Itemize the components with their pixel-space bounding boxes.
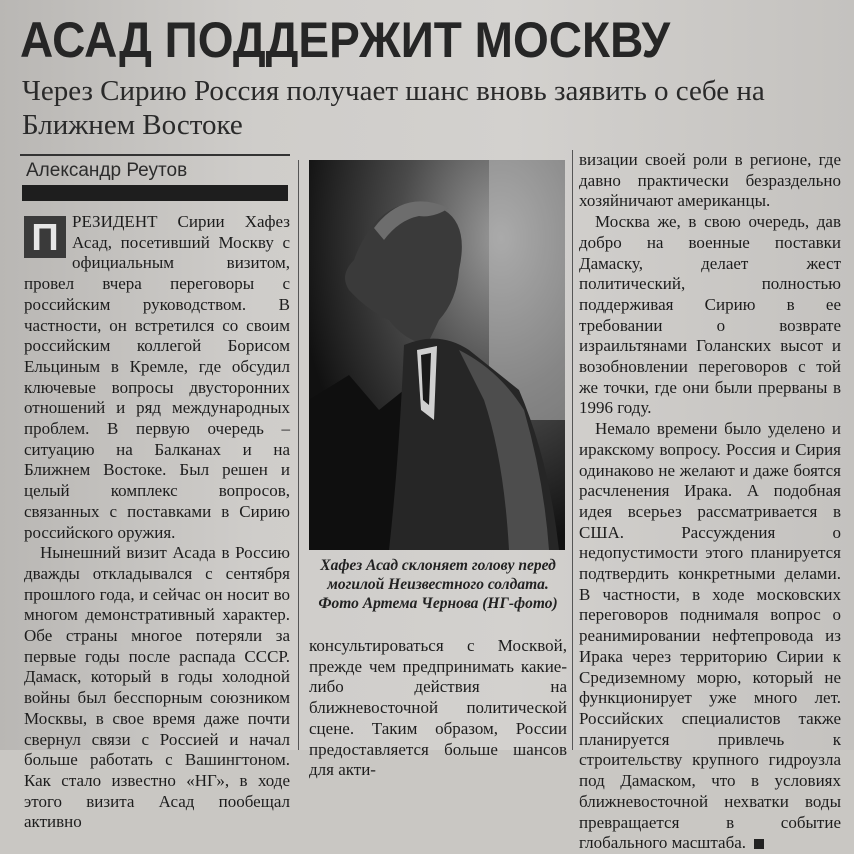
column-divider-1 <box>298 160 299 750</box>
photo-credit: Фото Артема Чернова (НГ-фото) <box>318 595 558 612</box>
photo-caption <box>309 556 567 613</box>
article-paragraph: визации своей роли в регионе, где давно практически безраздельно хозяйничают американцы. <box>579 150 841 211</box>
article-paragraph: РЕЗИДЕНТ Сирии Хафез Асад, посетивший Москву с официальным визитом, провел вчера переговоры с российским руководством. В частности, он встретился со своим российским коллегой Борисом Ельциным в Кремле, где обсудил ключевые вопросы двусторонних отношений и ряд международных проблем. В первую очередь – ситуацию на Балканах и на Ближнем Востоке. Был решен и целый комплекс вопросов, связанных с поставками в Сирию российского оружия. <box>24 212 290 542</box>
article-paragraph: консультироваться с Москвой, прежде чем предпринимать какие-либо действия на ближневосточной политической сцене. Таким образом, России предоставляется больше шансов для акти- <box>309 636 567 780</box>
drop-cap: П <box>24 216 66 258</box>
caption-text: Хафез Асад склоняет голову перед могилой Неизвестного солдата. <box>320 557 556 593</box>
article-paragraph: Немало времени было уделено и иракскому вопросу. Россия и Сирия одинаково не желают и даже боятся расчленения Ирака. А подобная идея всерьез рассматривается в США. Рассуждения о недопустимости этого планируется подтвердить конкретными делами. В частности, в ходе московских переговоров поднималя вопрос о реанимировании нефтепровода из Ирака через территорию Сирии к Средиземному морю, который не функционирует уже много лет. Российских специалистов также планируется привлечь к строительству крупного гидроузла под Дамаском, что в условиях ближневосточной нехватки воды превращается в событие глобального масштаба. <box>579 419 841 853</box>
article-paragraph: Нынешний визит Асада в Россию дважды откладывался с сентября прошлого года, и сейчас он носит во многом демонстративный характер. Обе страны многое потеряли за первые годы после распада СССР. Дамаск, который в годы холодной войны был бесспорным союзником Москвы, в свое время даже почти свернул связи с Россией и начал больше работать с Вашингтоном. Как стало известно «НГ», в ходе этого визита Асад пообещал активно <box>24 543 290 832</box>
headline: АСАД ПОДДЕРЖИТ МОСКВУ <box>20 12 671 68</box>
article-column-1 <box>24 212 290 833</box>
author-byline: Александр Реутов <box>26 160 188 181</box>
article-paragraph: Москва же, в свою очередь, дав добро на военные поставки Дамаску, делает жест политический, полностью поддерживая Сирию в ее требовании о возврате израильтянами Голанских высот и возобновлении переговоров с той же точки, где они были прерваны в 1996 году. <box>579 212 841 418</box>
column-divider-2 <box>572 150 573 750</box>
author-bar <box>22 185 288 201</box>
photo-illustration <box>309 160 565 550</box>
end-of-article-mark <box>754 839 764 849</box>
article-column-3 <box>579 150 841 854</box>
subheadline: Через Сирию Россия получает шанс вновь заявить о себе на Ближнем Востоке <box>22 75 765 141</box>
article-column-2 <box>309 636 567 781</box>
article-photo <box>309 160 565 550</box>
author-rule <box>20 154 290 156</box>
